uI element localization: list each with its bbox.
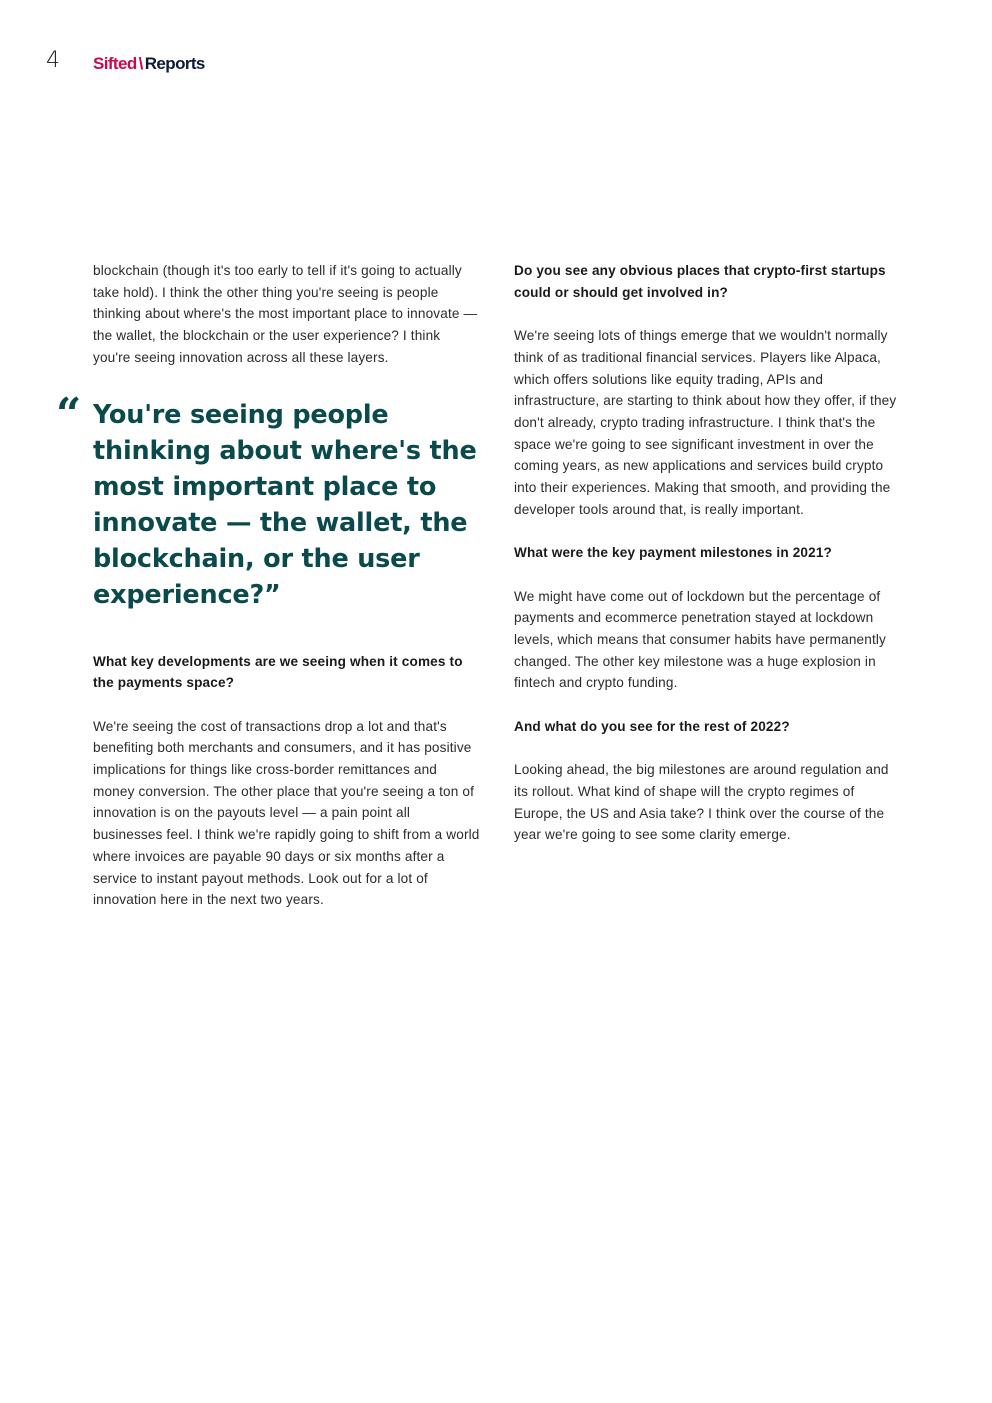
- question-crypto-startups: Do you see any obvious places that crypto-first startups could or should get involved in?: [514, 263, 886, 300]
- question-rest-of-2022: And what do you see for the rest of 2022?: [514, 718, 790, 734]
- page-number: 4: [46, 48, 60, 73]
- intro-paragraph: blockchain (though it's too early to tell if it's going to actually take hold). I think the other thing you're seeing is people thinking about where's the most important place to innovate — the wallet, the blockchain or the user experience? I think you're seeing innovation across all these layers.: [93, 263, 478, 365]
- answer-payments-developments: We're seeing the cost of transactions drop a lot and that's benefiting both merchants and consumers, and it has positive implications for things like cross-border remittances and money conversion. The other place that you're seeing a ton of innovation is on the payouts level — a pain point all businesses feel. I think we're rapidly going to shift from a world where invoices are payable 90 days or six months after a service to instant payout methods. Look out for a lot of innovation here in the next two years.: [93, 718, 480, 908]
- brand-separator: \: [138, 54, 143, 73]
- brand-logo: [93, 54, 205, 74]
- pull-quote: [56, 388, 481, 613]
- answer-crypto-startups: We're seeing lots of things emerge that we wouldn't normally think of as traditional financial services. Players like Alpaca, which offers solutions like equity trading, APIs and infrastructure, are starting to think about how they offer, if they don't already, crypto trading infrastructure. I think that's the space we're going to see significant investment in over the coming years, as new applications and services build crypto into their experiences. Making that smooth, and providing the developer tools around that, is really important.: [514, 328, 897, 517]
- quote-mark-icon: “: [56, 388, 82, 440]
- answer-payment-milestones: We might have come out of lockdown but the percentage of payments and ecommerce penetration stayed at lockdown levels, which means that consumer habits have permanently changed. The other key milestone was a huge explosion in fintech and crypto funding.: [514, 588, 886, 691]
- question-payment-milestones: What were the key payment milestones in 2021?: [514, 545, 833, 561]
- left-column: [56, 260, 481, 933]
- question-payments-developments: What key developments are we seeing when it comes to the payments space?: [93, 653, 463, 691]
- right-column: [514, 260, 902, 868]
- brand-sifted: Sifted: [93, 54, 137, 73]
- pull-quote-text: You're seeing people thinking about where's the most important place to innovate — the wallet, the blockchain, or the user experience?”: [93, 399, 477, 610]
- brand-reports: Reports: [144, 54, 205, 73]
- answer-rest-of-2022: Looking ahead, the big milestones are around regulation and its rollout. What kind of shape will the crypto regimes of Europe, the US and Asia take? I think over the course of the year we're going to see some clarity emerge.: [514, 762, 889, 843]
